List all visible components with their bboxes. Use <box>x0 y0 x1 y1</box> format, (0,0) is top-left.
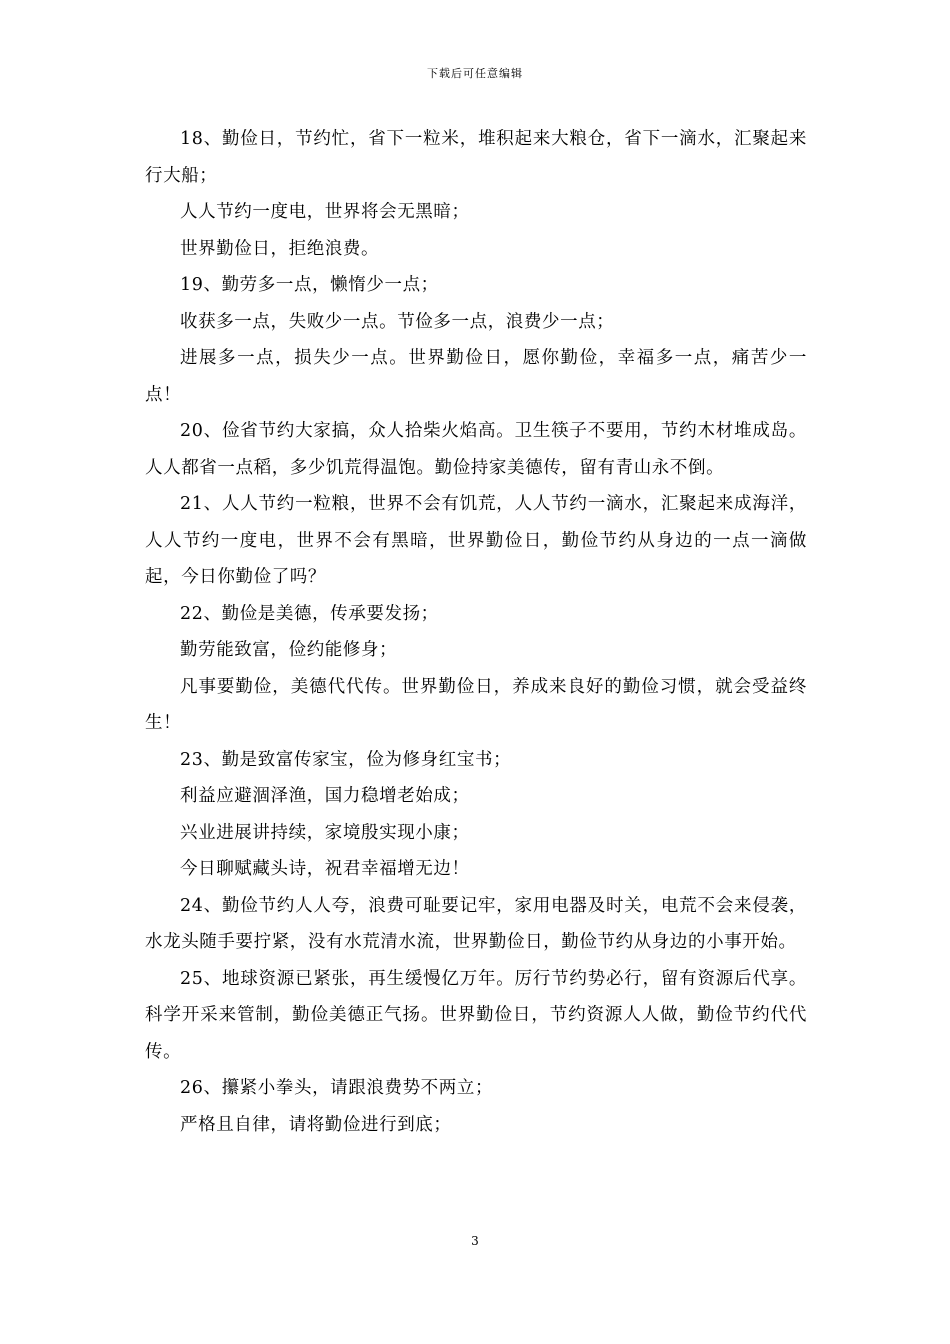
paragraph: 25、地球资源已紧张，再生缓慢亿万年。厉行节约势必行，留有资源后代享。科学开采来管制，勤俭美德正气扬。世界勤俭日，节约资源人人做，勤俭节约代代传。 <box>145 968 807 1062</box>
paragraph: 人人节约一度电，世界将会无黑暗； <box>180 202 470 222</box>
paragraph: 23、勤是致富传家宝，俭为修身红宝书； <box>180 749 512 770</box>
paragraph: 20、俭省节约大家搞，众人拾柴火焰高。卫生筷子不要用，节约木材堆成岛。人人都省一点稻，多少饥荒得温饱。勤俭持家美德传，留有青山永不倒。 <box>145 421 807 478</box>
paragraph: 19、勤劳多一点，懒惰少一点； <box>180 275 439 295</box>
paragraph: 勤劳能致富，俭约能修身； <box>180 640 398 660</box>
page-header: 下载后可任意编辑 <box>427 67 523 80</box>
paragraph: 24、勤俭节约人人夸，浪费可耻要记牢，家用电器及时关，电荒不会来侵袭，水龙头随手要拧紧，没有水荒清水流，世界勤俭日，勤俭节约从身边的小事开始。 <box>145 895 807 952</box>
paragraph: 凡事要勤俭，美德代代传。世界勤俭日，养成来良好的勤俭习惯，就会受益终生！ <box>145 676 807 733</box>
paragraph: 18、勤俭日，节约忙，省下一粒米，堆积起来大粮仓，省下一滴水，汇聚起来行大船； <box>145 129 807 186</box>
paragraph: 利益应避涸泽渔，国力稳增老始成； <box>180 786 470 806</box>
page-number: 3 <box>471 1234 479 1248</box>
paragraph: 世界勤俭日，拒绝浪费。 <box>180 238 380 259</box>
paragraph: 22、勤俭是美德，传承要发扬； <box>180 603 439 624</box>
paragraph: 收获多一点，失败少一点。节俭多一点，浪费少一点； <box>180 311 615 332</box>
paragraph: 26、攥紧小拳头，请跟浪费势不两立； <box>180 1078 494 1098</box>
document-body <box>145 121 807 1143</box>
paragraph: 21、人人节约一粒粮，世界不会有饥荒，人人节约一滴水，汇聚起来成海洋，人人节约一度电，世界不会有黑暗，世界勤俭日，勤俭节约从身边的一点一滴做起，今日你勤俭了吗？ <box>145 494 807 587</box>
paragraph: 兴业进展讲持续，家境殷实现小康； <box>180 822 470 843</box>
paragraph: 今日聊赋藏头诗，祝君幸福增无边！ <box>180 859 470 879</box>
paragraph: 严格且自律，请将勤俭进行到底； <box>180 1114 452 1135</box>
paragraph: 进展多一点，损失少一点。世界勤俭日，愿你勤俭，幸福多一点，痛苦少一点！ <box>145 348 807 405</box>
